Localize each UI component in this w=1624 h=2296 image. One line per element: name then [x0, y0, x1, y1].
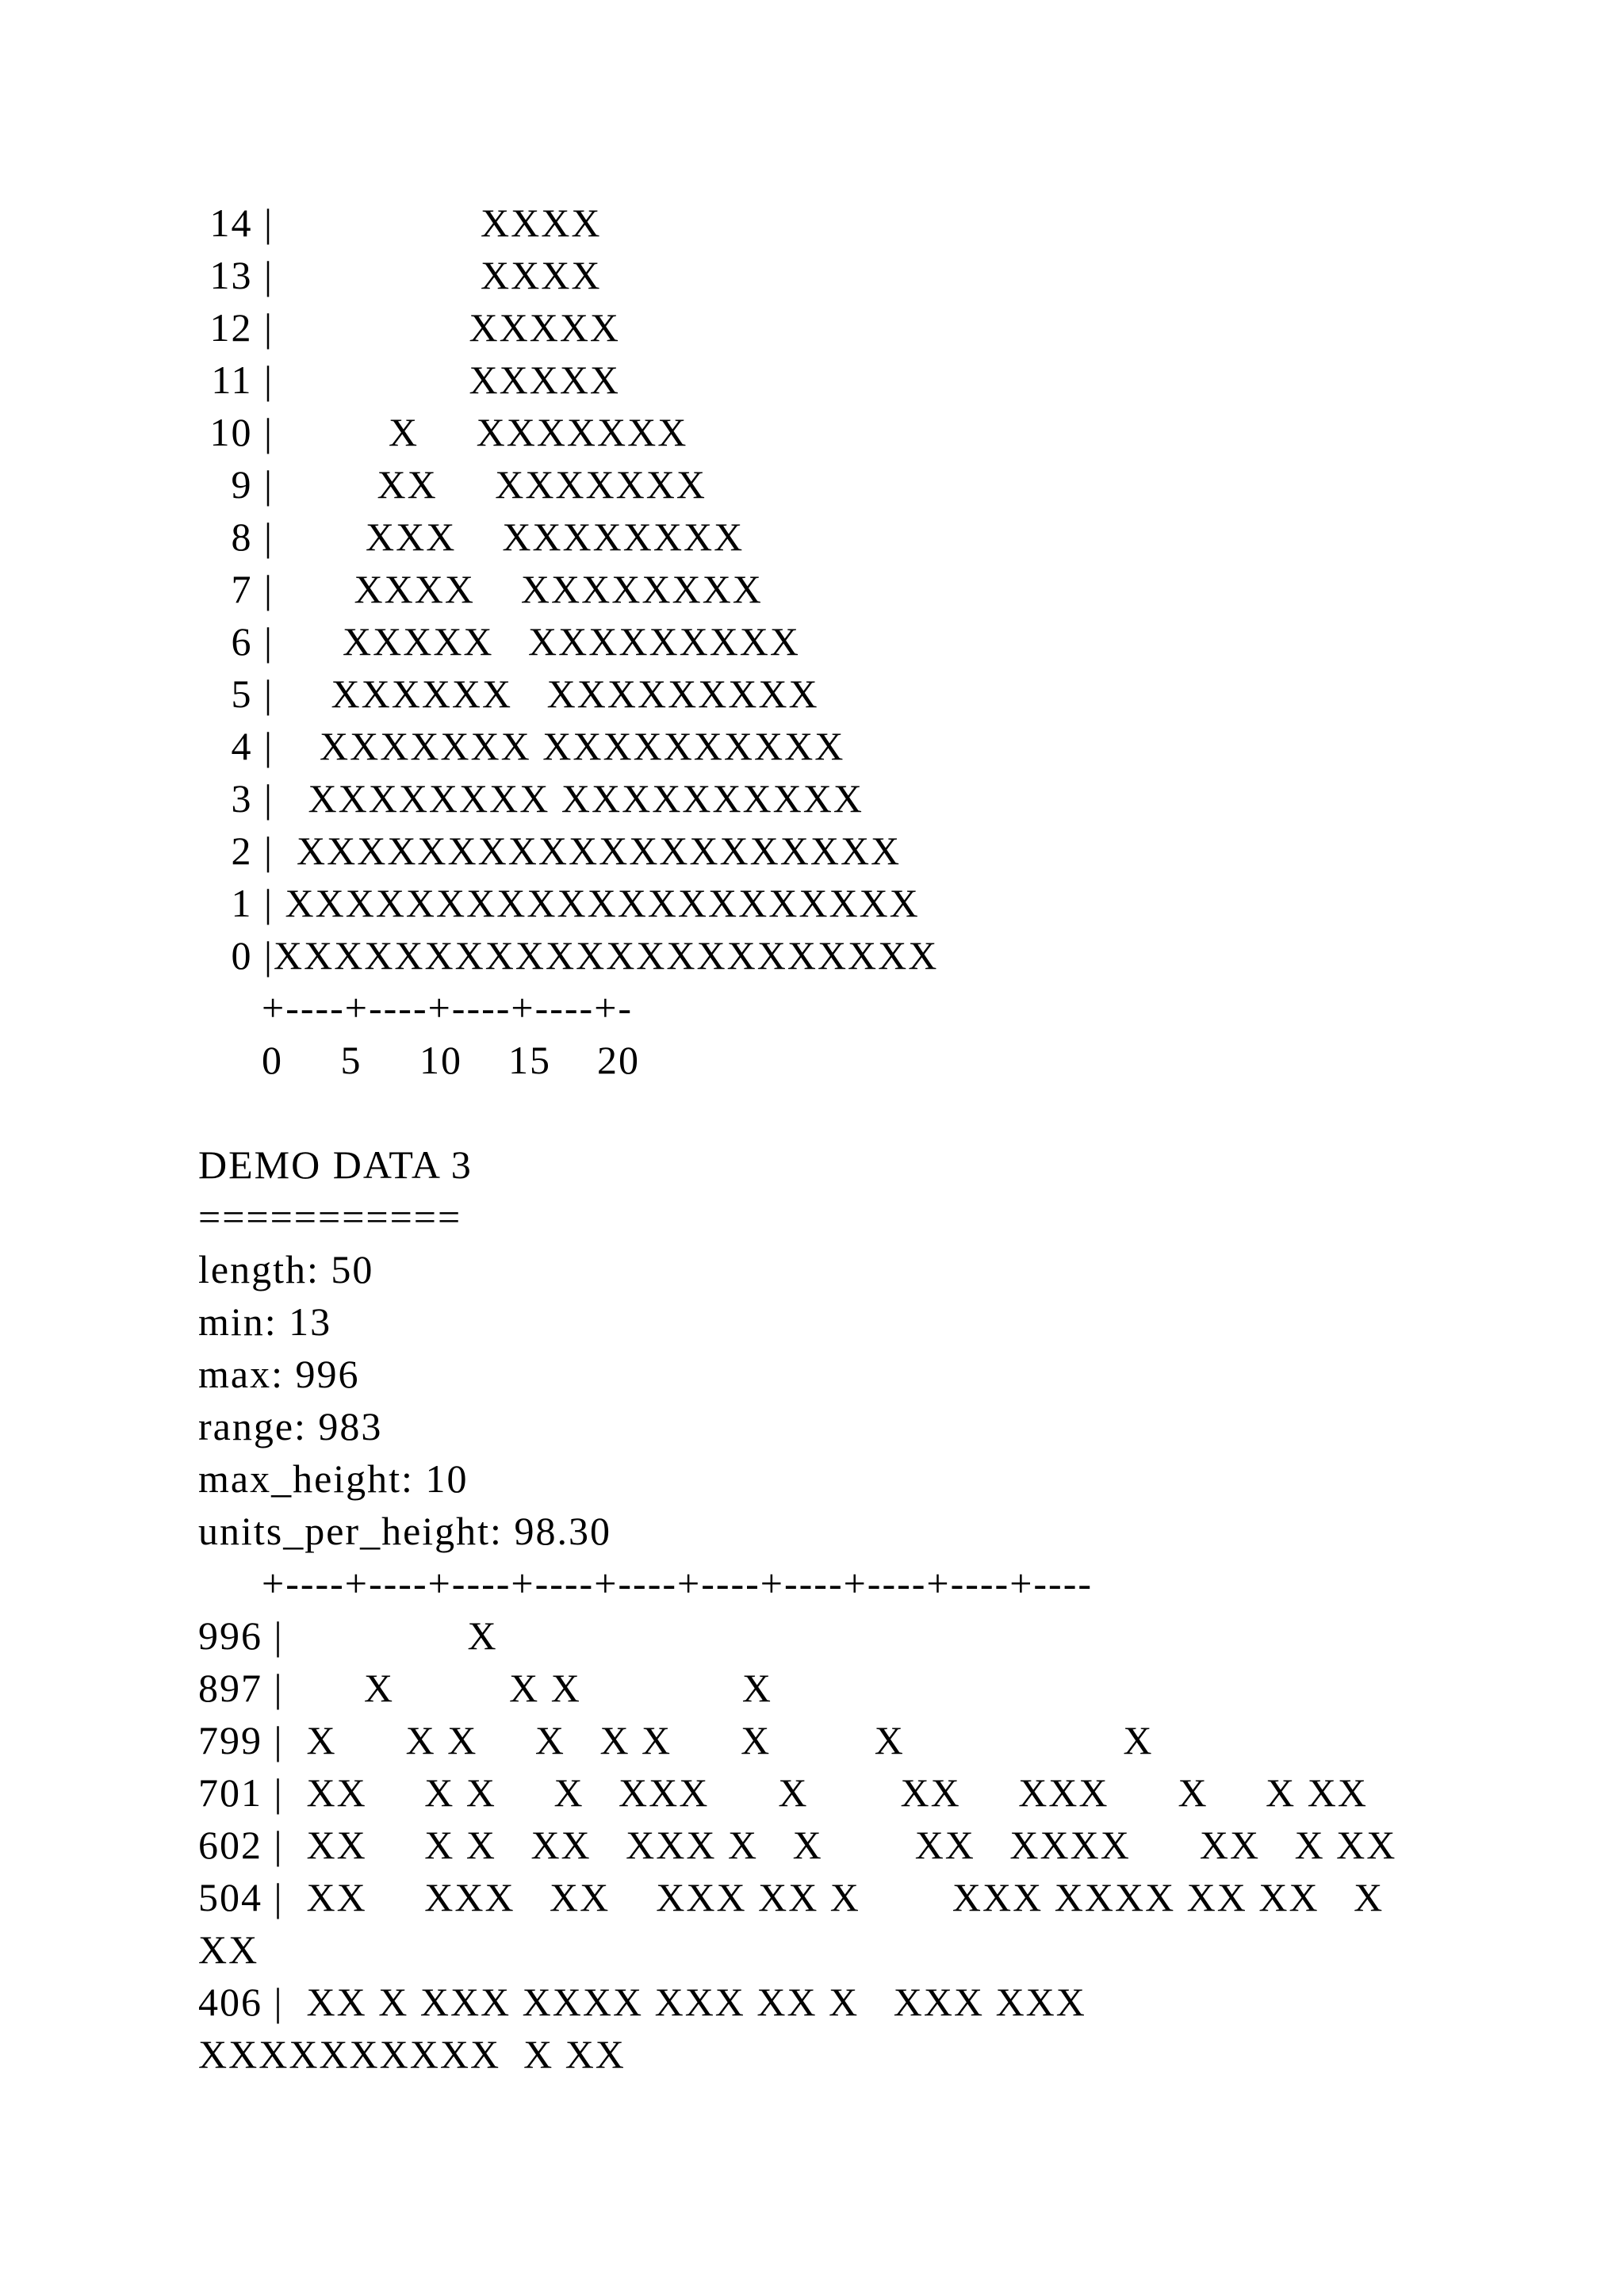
row-label: 10 |: [209, 410, 274, 454]
stat-length: length: 50: [198, 1247, 374, 1292]
row-bars: XXXXXXXXXXXXXXXXXXXXXX: [274, 933, 939, 978]
histogram-row: [202, 929, 938, 982]
stat-range: range: 983: [198, 1404, 383, 1448]
stat-max: max: 996: [198, 1352, 360, 1396]
histogram-row: [202, 249, 601, 301]
row-bars: XXXXXXXXXXXXXXXXXXXXX: [274, 881, 920, 925]
demo3-row: 799 | X X X X X X X X X: [198, 1718, 1154, 1762]
demo3-row-wrap: XXXXXXXXXX X XX: [198, 2032, 626, 2076]
histogram-row: [202, 511, 744, 563]
row-label: 13 |: [209, 253, 274, 297]
row-bars: XXXX XXXXXXXX: [274, 567, 763, 611]
row-label: 14 |: [209, 201, 274, 245]
histogram-row: [202, 563, 763, 615]
row-bars: XXXXX: [274, 358, 621, 402]
row-bars: XXXX: [274, 253, 602, 297]
histogram-row: [202, 406, 688, 458]
row-bars: XXXXXXX XXXXXXXXXX: [274, 724, 845, 768]
histogram-row: [202, 354, 620, 406]
row-label: 12 |: [209, 305, 274, 350]
row-bars: XX XXXXXXX: [274, 462, 707, 507]
row-label: 1 |: [231, 881, 274, 925]
row-bars: XXXXXXXX XXXXXXXXXX: [274, 776, 864, 821]
histogram-row: [202, 772, 864, 825]
row-bars: X XXXXXXX: [274, 410, 688, 454]
histogram-row: [202, 825, 901, 877]
row-bars: XXXXXX XXXXXXXXX: [274, 672, 819, 716]
histogram-row: [202, 877, 920, 929]
demo3-row: 406 | XX X XXX XXXX XXX XX X XXX XXX: [198, 1980, 1086, 2024]
row-bars: XXXX: [274, 201, 602, 245]
row-label: 4 |: [231, 724, 274, 768]
row-label: 0 |: [231, 933, 274, 978]
row-label: 7 |: [231, 567, 274, 611]
row-label: 11 |: [211, 358, 274, 402]
row-bars: XXXXX XXXXXXXXX: [274, 619, 801, 664]
stat-max-height: max_height: 10: [198, 1456, 469, 1501]
histogram-row: [202, 301, 620, 354]
section-title: DEMO DATA 3: [198, 1142, 473, 1187]
demo3-row: 897 | X X X X: [198, 1666, 772, 1710]
x-axis-ticks: 0 5 10 15 20: [262, 1038, 640, 1082]
demo3-row-wrap: XX: [198, 1927, 259, 1972]
histogram-row: [202, 197, 601, 249]
demo3-row: 504 | XX XXX XX XXX XX X XXX XXXX XX XX X: [198, 1875, 1385, 1919]
title-underline: ===========: [198, 1195, 462, 1239]
x-axis-line: +----+----+----+----+-: [262, 985, 634, 1030]
demo3-row: 701 | XX X X X XXX X XX XXX X X XX: [198, 1770, 1368, 1815]
row-label: 9 |: [231, 462, 274, 507]
row-label: 3 |: [231, 776, 274, 821]
stat-min: min: 13: [198, 1299, 332, 1344]
row-label: 8 |: [231, 515, 274, 559]
histogram-row: [202, 458, 707, 511]
row-bars: XXXXX: [274, 305, 621, 350]
row-label: 5 |: [231, 672, 274, 716]
stat-units-per-height: units_per_height: 98.30: [198, 1509, 611, 1553]
histogram-row: [202, 615, 800, 668]
row-label: 2 |: [231, 828, 274, 873]
demo3-axis-line: +----+----+----+----+----+----+----+----+----+----: [262, 1561, 1093, 1605]
row-label: 6 |: [231, 619, 274, 664]
histogram-row: [202, 668, 819, 720]
row-bars: XXXXXXXXXXXXXXXXXXXX: [274, 828, 902, 873]
demo3-row: 602 | XX X X XX XXX X X XX XXXX XX X XX: [198, 1823, 1397, 1867]
demo3-row: 996 | X: [198, 1613, 498, 1658]
row-bars: XXX XXXXXXXX: [274, 515, 745, 559]
histogram-row: [202, 720, 845, 772]
